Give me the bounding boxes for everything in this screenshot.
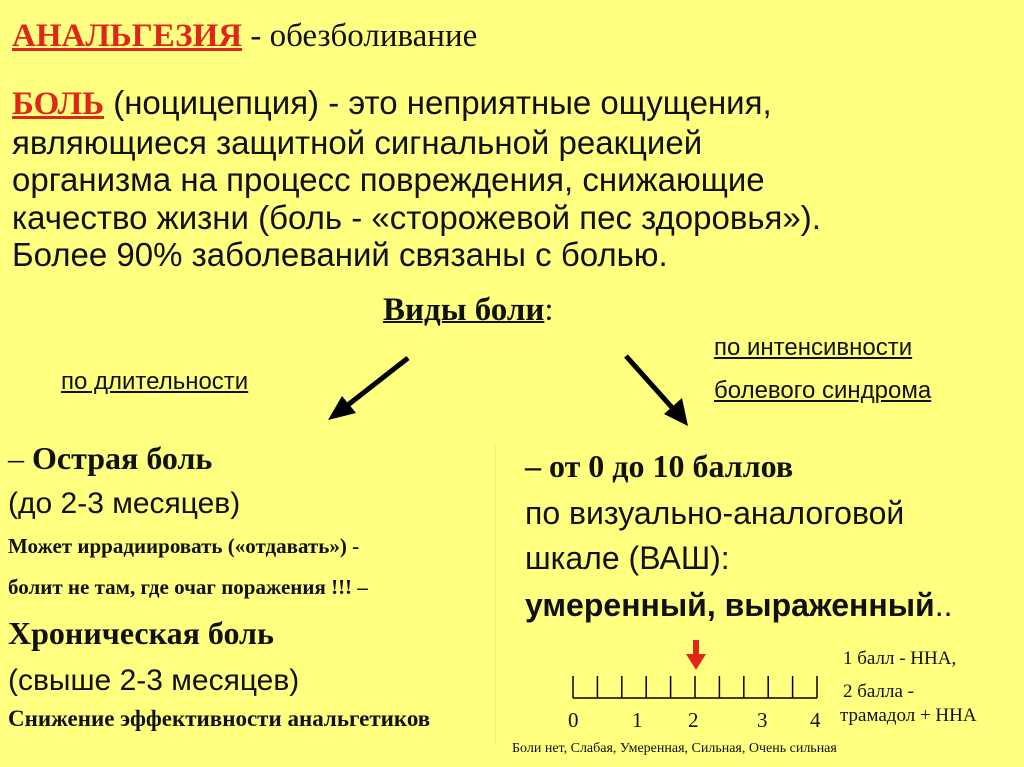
severity-tail: .. bbox=[934, 587, 953, 623]
title-rest: - обезболивание bbox=[242, 18, 478, 54]
severity-line bbox=[525, 587, 952, 624]
definition-line-2: являющиеся защитной сигнальной реакцией bbox=[12, 123, 703, 161]
types-heading-colon: : bbox=[544, 292, 554, 328]
types-heading bbox=[383, 292, 554, 329]
page-title bbox=[12, 18, 477, 55]
intensity-label-line-2: болевого синдрома bbox=[714, 377, 932, 404]
acute-pain-duration: (до 2-3 месяцев) bbox=[8, 487, 241, 520]
definition-term: БОЛЬ bbox=[12, 86, 105, 122]
definition-line-1 bbox=[12, 84, 1012, 124]
severity-text: умеренный, выраженный bbox=[525, 587, 935, 623]
arrow-down-right-icon bbox=[618, 350, 698, 430]
column-divider bbox=[495, 445, 496, 745]
chronic-pain-title: Хроническая боль bbox=[8, 615, 274, 651]
acute-pain-line bbox=[8, 440, 212, 477]
note-line-2: 2 балла - bbox=[843, 681, 914, 702]
pointer-arrow-icon bbox=[686, 640, 706, 670]
vas-line-2: шкале (ВАШ): bbox=[525, 540, 730, 576]
duration-label: по длительности bbox=[61, 368, 249, 395]
score-range-line: – от 0 до 10 баллов bbox=[525, 448, 794, 484]
acute-pain-title: Острая боль bbox=[32, 440, 213, 476]
definition-line-1-rest: (ноцицепция) - это неприятные ощущения, bbox=[104, 84, 772, 121]
analgesic-efficiency-line: Снижение эффективности анальгетиков bbox=[8, 706, 431, 731]
scale-tick-label: 1 bbox=[632, 708, 643, 732]
vas-line-1: по визуально-аналоговой bbox=[525, 495, 905, 531]
chronic-pain-duration: (свыше 2-3 месяцев) bbox=[8, 664, 300, 697]
intensity-label-line-1: по интенсивности bbox=[714, 334, 913, 361]
vas-scale-ruler bbox=[565, 640, 825, 705]
types-heading-text: Виды боли bbox=[383, 292, 545, 328]
note-line-3: трамадол + ННА bbox=[840, 705, 977, 726]
definition-line-5: Более 90% заболеваний связаны с болью. bbox=[12, 236, 668, 273]
arrow-down-left-icon bbox=[320, 350, 420, 425]
title-term: АНАЛЬГЕЗИЯ bbox=[12, 18, 243, 54]
radiate-line-2: болит не там, где очаг поражения !!! – bbox=[8, 575, 368, 599]
definition-line-4: качество жизни (боль - «сторожевой пес здоровья»). bbox=[12, 198, 821, 236]
scale-tick-label: 2 bbox=[688, 708, 699, 732]
radiate-line-1: Может иррадиировать («отдавать») - bbox=[8, 534, 360, 558]
acute-dash: – bbox=[8, 440, 32, 476]
scale-tick-label: 3 bbox=[757, 708, 768, 732]
scale-ticks bbox=[573, 676, 817, 698]
definition-line-3: организма на процесс повреждения, снижающие bbox=[12, 161, 765, 198]
scale-tick-label: 4 bbox=[810, 708, 821, 732]
note-line-1: 1 балл - ННА, bbox=[843, 648, 957, 669]
scale-tick-label: 0 bbox=[568, 708, 579, 732]
scale-bottom-labels: Боли нет, Слабая, Умеренная, Сильная, Очень сильная bbox=[512, 741, 837, 756]
definition-block bbox=[12, 84, 1012, 274]
